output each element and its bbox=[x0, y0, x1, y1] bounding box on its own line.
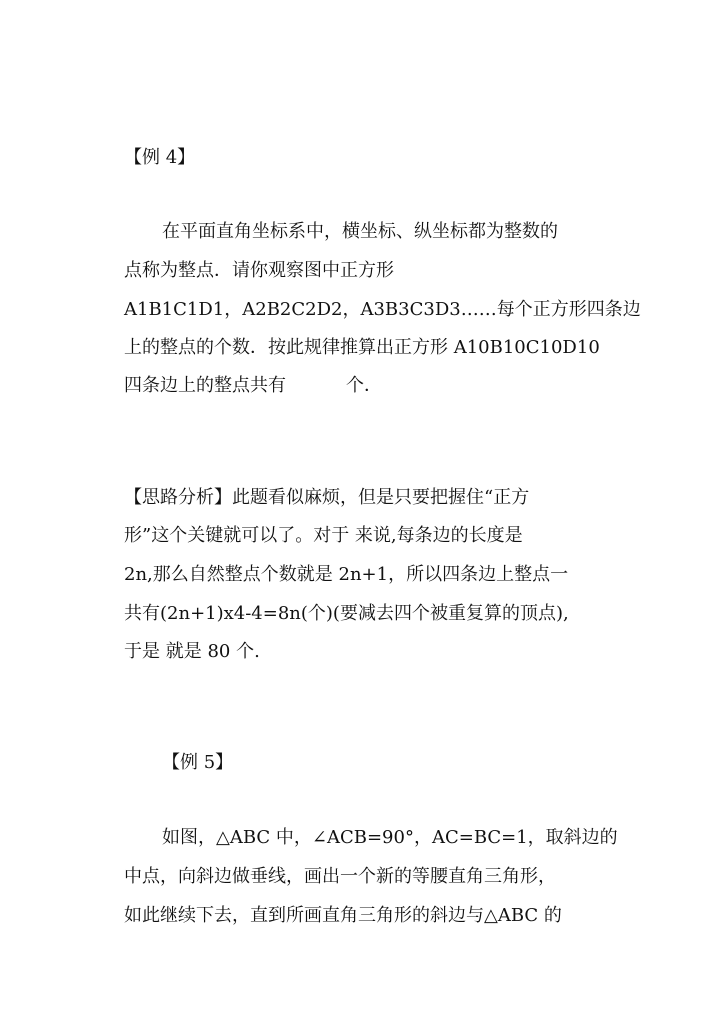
analysis-line-1: 【思路分析】此题看似麻烦，但是只要把握住“正方 bbox=[124, 487, 530, 508]
example-5-problem-line-2: 中点，向斜边做垂线，画出一个新的等腰直角三角形， bbox=[124, 866, 556, 887]
example-4-problem-line-3: A1B1C1D1，A2B2C2D2，A3B3C3D3……每个正方形四条边 bbox=[124, 299, 641, 320]
analysis-line-4: 共有(2n+1)x4-4=8n(个)(要减去四个被重复算的顶点), bbox=[124, 603, 569, 624]
analysis-line-2: 形”这个关键就可以了。对于 来说,每条边的长度是 bbox=[124, 525, 523, 546]
example-4-last-line-text: 四条边上的整点共有 bbox=[124, 375, 286, 396]
example-4-problem-line-4: 上的整点的个数．按此规律推算出正方形 A10B10C10D10 bbox=[124, 337, 600, 358]
example-4-last-line-unit: 个． bbox=[346, 375, 382, 396]
example-4-problem-line-2: 点称为整点．请你观察图中正方形 bbox=[124, 260, 394, 281]
example-5-problem-line-3: 如此继续下去，直到所画直角三角形的斜边与△ABC 的 bbox=[124, 905, 562, 926]
example-4-problem-line-5 bbox=[124, 374, 382, 398]
example-4-heading: 【例 4】 bbox=[124, 147, 196, 168]
analysis-line-5: 于是 就是 80 个. bbox=[124, 641, 260, 662]
example-5-problem-line-1: 如图，△ABC 中，∠ACB=90°，AC=BC=1，取斜边的 bbox=[162, 827, 618, 848]
analysis-line-3: 2n,那么自然整点个数就是 2n+1，所以四条边上整点一 bbox=[124, 564, 569, 585]
example-5-heading: 【例 5】 bbox=[162, 752, 234, 773]
example-4-problem-line-1: 在平面直角坐标系中，横坐标、纵坐标都为整数的 bbox=[162, 221, 558, 242]
